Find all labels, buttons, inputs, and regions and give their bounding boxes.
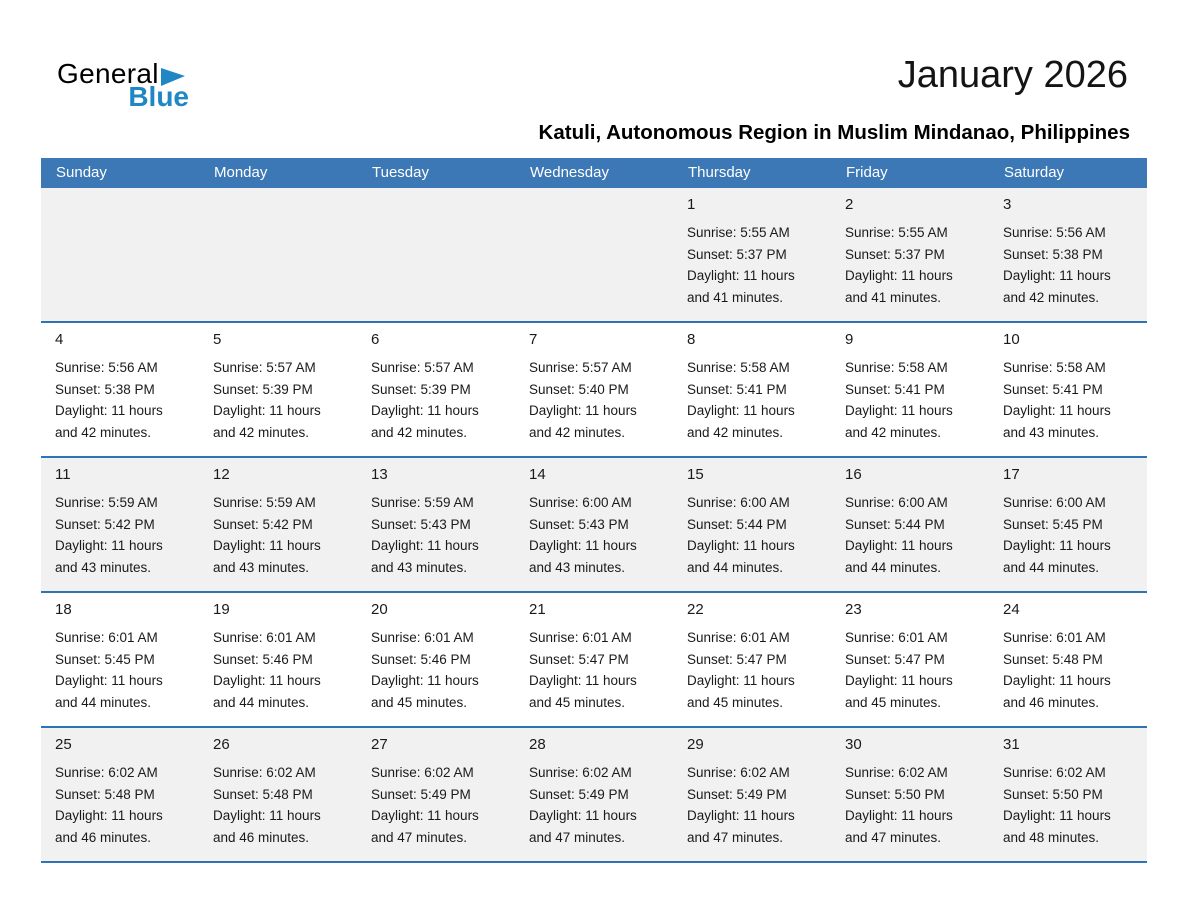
day-info-line: Sunrise: 5:58 AM xyxy=(845,360,948,375)
day-info-line: Sunrise: 6:01 AM xyxy=(529,630,632,645)
day-info-line: Sunset: 5:49 PM xyxy=(529,786,629,802)
day-info-line: and 43 minutes. xyxy=(371,559,468,575)
day-number: 26 xyxy=(213,736,230,753)
day-info-line: Daylight: 11 hours xyxy=(687,538,795,553)
day-info-line: and 42 minutes. xyxy=(371,424,468,440)
day-info-line: Daylight: 11 hours xyxy=(213,673,321,688)
weekday-header-tuesday: Tuesday xyxy=(372,164,429,181)
day-info-line: Sunrise: 6:01 AM xyxy=(371,630,474,645)
day-info-line: and 46 minutes. xyxy=(213,829,310,845)
day-number: 7 xyxy=(529,331,538,348)
day-info-line: Sunset: 5:46 PM xyxy=(213,651,313,667)
day-number: 12 xyxy=(213,466,230,483)
day-cell xyxy=(831,728,989,861)
day-number: 8 xyxy=(687,331,696,348)
day-number: 2 xyxy=(845,196,854,213)
weekday-header-wednesday: Wednesday xyxy=(530,164,609,181)
weekday-header-saturday: Saturday xyxy=(1004,164,1065,181)
day-cell xyxy=(673,728,831,861)
day-info xyxy=(845,492,981,578)
day-info-line: Sunset: 5:50 PM xyxy=(1003,786,1103,802)
week-row xyxy=(41,458,1147,593)
day-info-line: and 47 minutes. xyxy=(845,829,942,845)
day-cell xyxy=(673,593,831,726)
day-info-line: Sunset: 5:41 PM xyxy=(687,381,787,397)
day-info-line: Sunset: 5:47 PM xyxy=(845,651,945,667)
day-info xyxy=(1003,492,1139,578)
empty-day-cell xyxy=(515,188,673,321)
day-info-line: Daylight: 11 hours xyxy=(687,403,795,418)
day-info-line: Sunrise: 6:00 AM xyxy=(1003,495,1106,510)
day-info-line: and 43 minutes. xyxy=(529,559,626,575)
day-info xyxy=(845,627,981,713)
day-info-line: Sunset: 5:46 PM xyxy=(371,651,471,667)
location-subtitle: Katuli, Autonomous Region in Muslim Mindanao, Philippines xyxy=(538,121,1130,144)
day-cell xyxy=(357,458,515,591)
day-info xyxy=(1003,222,1139,308)
day-info xyxy=(213,627,349,713)
day-info-line: and 44 minutes. xyxy=(845,559,942,575)
day-cell xyxy=(989,593,1147,726)
day-number: 22 xyxy=(687,601,704,618)
week-row xyxy=(41,188,1147,323)
day-info-line: Daylight: 11 hours xyxy=(845,268,953,283)
day-info-line: Daylight: 11 hours xyxy=(845,403,953,418)
day-info xyxy=(1003,762,1139,848)
day-cell xyxy=(831,188,989,321)
day-info-line: Daylight: 11 hours xyxy=(213,403,321,418)
day-info-line: Sunrise: 5:58 AM xyxy=(1003,360,1106,375)
week-row xyxy=(41,323,1147,458)
month-title: January 2026 xyxy=(897,54,1128,96)
day-info-line: and 44 minutes. xyxy=(213,694,310,710)
day-info-line: Sunrise: 6:01 AM xyxy=(213,630,316,645)
day-info-line: Daylight: 11 hours xyxy=(845,538,953,553)
day-info xyxy=(687,492,823,578)
day-cell xyxy=(41,458,199,591)
weekday-header-friday: Friday xyxy=(846,164,888,181)
day-info-line: Sunrise: 6:01 AM xyxy=(55,630,158,645)
day-cell xyxy=(199,458,357,591)
day-info xyxy=(687,222,823,308)
day-number: 17 xyxy=(1003,466,1020,483)
day-cell xyxy=(831,458,989,591)
day-info-line: Sunrise: 6:01 AM xyxy=(1003,630,1106,645)
day-info-line: Sunset: 5:38 PM xyxy=(1003,246,1103,262)
day-cell xyxy=(199,323,357,456)
day-info-line: and 46 minutes. xyxy=(55,829,152,845)
day-info xyxy=(845,762,981,848)
day-info-line: and 43 minutes. xyxy=(55,559,152,575)
calendar-grid xyxy=(41,188,1147,863)
day-info-line: and 45 minutes. xyxy=(371,694,468,710)
day-number: 3 xyxy=(1003,196,1012,213)
day-info-line: Daylight: 11 hours xyxy=(1003,403,1111,418)
day-info-line: and 43 minutes. xyxy=(213,559,310,575)
day-cell xyxy=(673,323,831,456)
day-info xyxy=(529,357,665,443)
day-cell xyxy=(515,728,673,861)
day-cell xyxy=(831,593,989,726)
day-info-line: Sunrise: 6:02 AM xyxy=(371,765,474,780)
day-info-line: Daylight: 11 hours xyxy=(213,538,321,553)
day-info-line: Sunrise: 5:59 AM xyxy=(371,495,474,510)
day-info-line: Sunrise: 6:02 AM xyxy=(845,765,948,780)
day-number: 18 xyxy=(55,601,72,618)
day-info-line: and 48 minutes. xyxy=(1003,829,1100,845)
day-info xyxy=(55,762,191,848)
empty-day-cell xyxy=(357,188,515,321)
day-info-line: Daylight: 11 hours xyxy=(529,538,637,553)
day-info-line: Daylight: 11 hours xyxy=(1003,673,1111,688)
day-info-line: Sunrise: 5:56 AM xyxy=(1003,225,1106,240)
day-info xyxy=(1003,357,1139,443)
day-info-line: and 41 minutes. xyxy=(845,289,942,305)
day-info-line: Sunrise: 5:55 AM xyxy=(845,225,948,240)
day-info xyxy=(845,357,981,443)
day-info-line: and 46 minutes. xyxy=(1003,694,1100,710)
day-info-line: Daylight: 11 hours xyxy=(845,673,953,688)
day-number: 29 xyxy=(687,736,704,753)
day-info-line: Sunset: 5:43 PM xyxy=(371,516,471,532)
day-info-line: and 41 minutes. xyxy=(687,289,784,305)
day-cell xyxy=(515,323,673,456)
day-number: 13 xyxy=(371,466,388,483)
day-info-line: Daylight: 11 hours xyxy=(371,673,479,688)
weekday-header-thursday: Thursday xyxy=(688,164,751,181)
day-number: 6 xyxy=(371,331,380,348)
day-info-line: and 47 minutes. xyxy=(529,829,626,845)
day-number: 16 xyxy=(845,466,862,483)
day-info-line: and 42 minutes. xyxy=(55,424,152,440)
day-info xyxy=(371,492,507,578)
day-info xyxy=(687,762,823,848)
logo-text-blue: Blue xyxy=(128,81,189,112)
day-info-line: and 43 minutes. xyxy=(1003,424,1100,440)
day-number: 1 xyxy=(687,196,696,213)
day-info-line: Sunrise: 5:57 AM xyxy=(213,360,316,375)
day-info-line: Sunrise: 6:01 AM xyxy=(845,630,948,645)
day-info-line: Sunset: 5:49 PM xyxy=(687,786,787,802)
day-info-line: and 45 minutes. xyxy=(845,694,942,710)
day-info-line: Daylight: 11 hours xyxy=(371,808,479,823)
day-number: 23 xyxy=(845,601,862,618)
day-info-line: Sunrise: 6:00 AM xyxy=(687,495,790,510)
day-number: 21 xyxy=(529,601,546,618)
day-info xyxy=(55,357,191,443)
day-info-line: Sunset: 5:39 PM xyxy=(213,381,313,397)
day-info-line: Sunrise: 5:58 AM xyxy=(687,360,790,375)
day-info-line: and 45 minutes. xyxy=(687,694,784,710)
day-number: 19 xyxy=(213,601,230,618)
day-cell xyxy=(831,323,989,456)
day-info-line: Daylight: 11 hours xyxy=(55,808,163,823)
day-number: 5 xyxy=(213,331,222,348)
day-info-line: Sunrise: 6:00 AM xyxy=(529,495,632,510)
empty-day-cell xyxy=(199,188,357,321)
day-info-line: and 44 minutes. xyxy=(55,694,152,710)
day-cell xyxy=(199,728,357,861)
day-info-line: Sunset: 5:45 PM xyxy=(55,651,155,667)
weekday-header-monday: Monday xyxy=(214,164,268,181)
day-info-line: Daylight: 11 hours xyxy=(845,808,953,823)
week-row xyxy=(41,728,1147,863)
day-number: 25 xyxy=(55,736,72,753)
day-info xyxy=(1003,627,1139,713)
day-info-line: and 42 minutes. xyxy=(845,424,942,440)
day-cell xyxy=(41,593,199,726)
day-info-line: Daylight: 11 hours xyxy=(529,673,637,688)
day-info-line: Sunset: 5:43 PM xyxy=(529,516,629,532)
day-cell xyxy=(357,728,515,861)
day-number: 15 xyxy=(687,466,704,483)
day-info-line: Sunset: 5:44 PM xyxy=(845,516,945,532)
day-cell xyxy=(357,593,515,726)
day-info-line: Sunset: 5:40 PM xyxy=(529,381,629,397)
day-info-line: Sunset: 5:50 PM xyxy=(845,786,945,802)
day-info xyxy=(529,762,665,848)
day-cell xyxy=(41,728,199,861)
day-info-line: Daylight: 11 hours xyxy=(371,538,479,553)
day-info-line: and 44 minutes. xyxy=(1003,559,1100,575)
day-info xyxy=(529,492,665,578)
day-info xyxy=(213,357,349,443)
calendar xyxy=(41,158,1147,863)
day-info-line: Sunrise: 5:59 AM xyxy=(55,495,158,510)
day-info-line: Sunset: 5:37 PM xyxy=(687,246,787,262)
day-info-line: Daylight: 11 hours xyxy=(1003,538,1111,553)
day-info xyxy=(845,222,981,308)
day-info-line: Sunset: 5:39 PM xyxy=(371,381,471,397)
day-cell xyxy=(357,323,515,456)
day-info-line: Daylight: 11 hours xyxy=(1003,808,1111,823)
day-cell xyxy=(989,458,1147,591)
day-info-line: and 42 minutes. xyxy=(687,424,784,440)
general-blue-logo xyxy=(57,58,207,113)
week-row xyxy=(41,593,1147,728)
day-info-line: Sunset: 5:41 PM xyxy=(845,381,945,397)
day-info-line: Daylight: 11 hours xyxy=(687,808,795,823)
day-cell xyxy=(673,458,831,591)
day-info-line: Daylight: 11 hours xyxy=(55,538,163,553)
day-cell xyxy=(199,593,357,726)
day-info-line: Sunrise: 5:55 AM xyxy=(687,225,790,240)
day-cell xyxy=(515,458,673,591)
day-number: 14 xyxy=(529,466,546,483)
day-info-line: Sunrise: 6:02 AM xyxy=(213,765,316,780)
day-info-line: and 42 minutes. xyxy=(213,424,310,440)
day-info xyxy=(371,627,507,713)
day-info-line: Sunrise: 5:57 AM xyxy=(371,360,474,375)
day-info-line: Sunset: 5:47 PM xyxy=(687,651,787,667)
day-info-line: Sunset: 5:37 PM xyxy=(845,246,945,262)
day-info-line: Daylight: 11 hours xyxy=(55,403,163,418)
day-info xyxy=(55,492,191,578)
day-info-line: Sunset: 5:38 PM xyxy=(55,381,155,397)
day-info-line: Sunrise: 6:02 AM xyxy=(1003,765,1106,780)
empty-day-cell xyxy=(41,188,199,321)
day-cell xyxy=(989,323,1147,456)
day-info-line: Daylight: 11 hours xyxy=(1003,268,1111,283)
day-info-line: Sunset: 5:48 PM xyxy=(213,786,313,802)
day-info-line: Sunrise: 6:00 AM xyxy=(845,495,948,510)
day-info-line: and 47 minutes. xyxy=(687,829,784,845)
day-info xyxy=(687,627,823,713)
day-info-line: Sunrise: 6:02 AM xyxy=(55,765,158,780)
day-info-line: Sunset: 5:42 PM xyxy=(55,516,155,532)
day-cell xyxy=(515,593,673,726)
day-info-line: Sunset: 5:41 PM xyxy=(1003,381,1103,397)
day-cell xyxy=(989,728,1147,861)
day-cell xyxy=(673,188,831,321)
day-info xyxy=(371,357,507,443)
day-info-line: and 47 minutes. xyxy=(371,829,468,845)
day-info-line: Sunrise: 6:01 AM xyxy=(687,630,790,645)
day-number: 4 xyxy=(55,331,64,348)
day-info-line: Sunset: 5:48 PM xyxy=(55,786,155,802)
day-number: 24 xyxy=(1003,601,1020,618)
day-number: 27 xyxy=(371,736,388,753)
day-number: 20 xyxy=(371,601,388,618)
day-info-line: Daylight: 11 hours xyxy=(687,268,795,283)
day-info-line: and 42 minutes. xyxy=(529,424,626,440)
day-info-line: and 42 minutes. xyxy=(1003,289,1100,305)
day-info xyxy=(529,627,665,713)
day-info-line: Sunrise: 5:56 AM xyxy=(55,360,158,375)
day-info-line: Daylight: 11 hours xyxy=(529,808,637,823)
day-info-line: Sunset: 5:45 PM xyxy=(1003,516,1103,532)
day-info xyxy=(213,762,349,848)
day-info-line: Sunset: 5:42 PM xyxy=(213,516,313,532)
day-info-line: Sunrise: 6:02 AM xyxy=(529,765,632,780)
day-info-line: Daylight: 11 hours xyxy=(529,403,637,418)
day-cell xyxy=(989,188,1147,321)
day-number: 30 xyxy=(845,736,862,753)
day-info-line: Sunset: 5:49 PM xyxy=(371,786,471,802)
day-cell xyxy=(41,323,199,456)
day-number: 11 xyxy=(55,466,71,483)
day-info-line: Daylight: 11 hours xyxy=(55,673,163,688)
day-info-line: Sunset: 5:48 PM xyxy=(1003,651,1103,667)
day-info-line: Sunrise: 5:57 AM xyxy=(529,360,632,375)
day-info xyxy=(687,357,823,443)
day-number: 9 xyxy=(845,331,854,348)
day-info-line: Daylight: 11 hours xyxy=(371,403,479,418)
day-number: 28 xyxy=(529,736,546,753)
day-info-line: and 44 minutes. xyxy=(687,559,784,575)
day-info-line: Daylight: 11 hours xyxy=(213,808,321,823)
day-info-line: Sunrise: 5:59 AM xyxy=(213,495,316,510)
day-info-line: Sunset: 5:44 PM xyxy=(687,516,787,532)
day-info-line: Daylight: 11 hours xyxy=(687,673,795,688)
day-info-line: Sunrise: 6:02 AM xyxy=(687,765,790,780)
day-info xyxy=(55,627,191,713)
day-info-line: and 45 minutes. xyxy=(529,694,626,710)
day-number: 10 xyxy=(1003,331,1020,348)
logo-text-top: General xyxy=(57,58,159,89)
weekday-header-sunday: Sunday xyxy=(56,164,107,181)
day-info xyxy=(371,762,507,848)
day-info xyxy=(213,492,349,578)
day-number: 31 xyxy=(1003,736,1020,753)
day-info-line: Sunset: 5:47 PM xyxy=(529,651,629,667)
weekday-header-row xyxy=(41,158,1147,188)
